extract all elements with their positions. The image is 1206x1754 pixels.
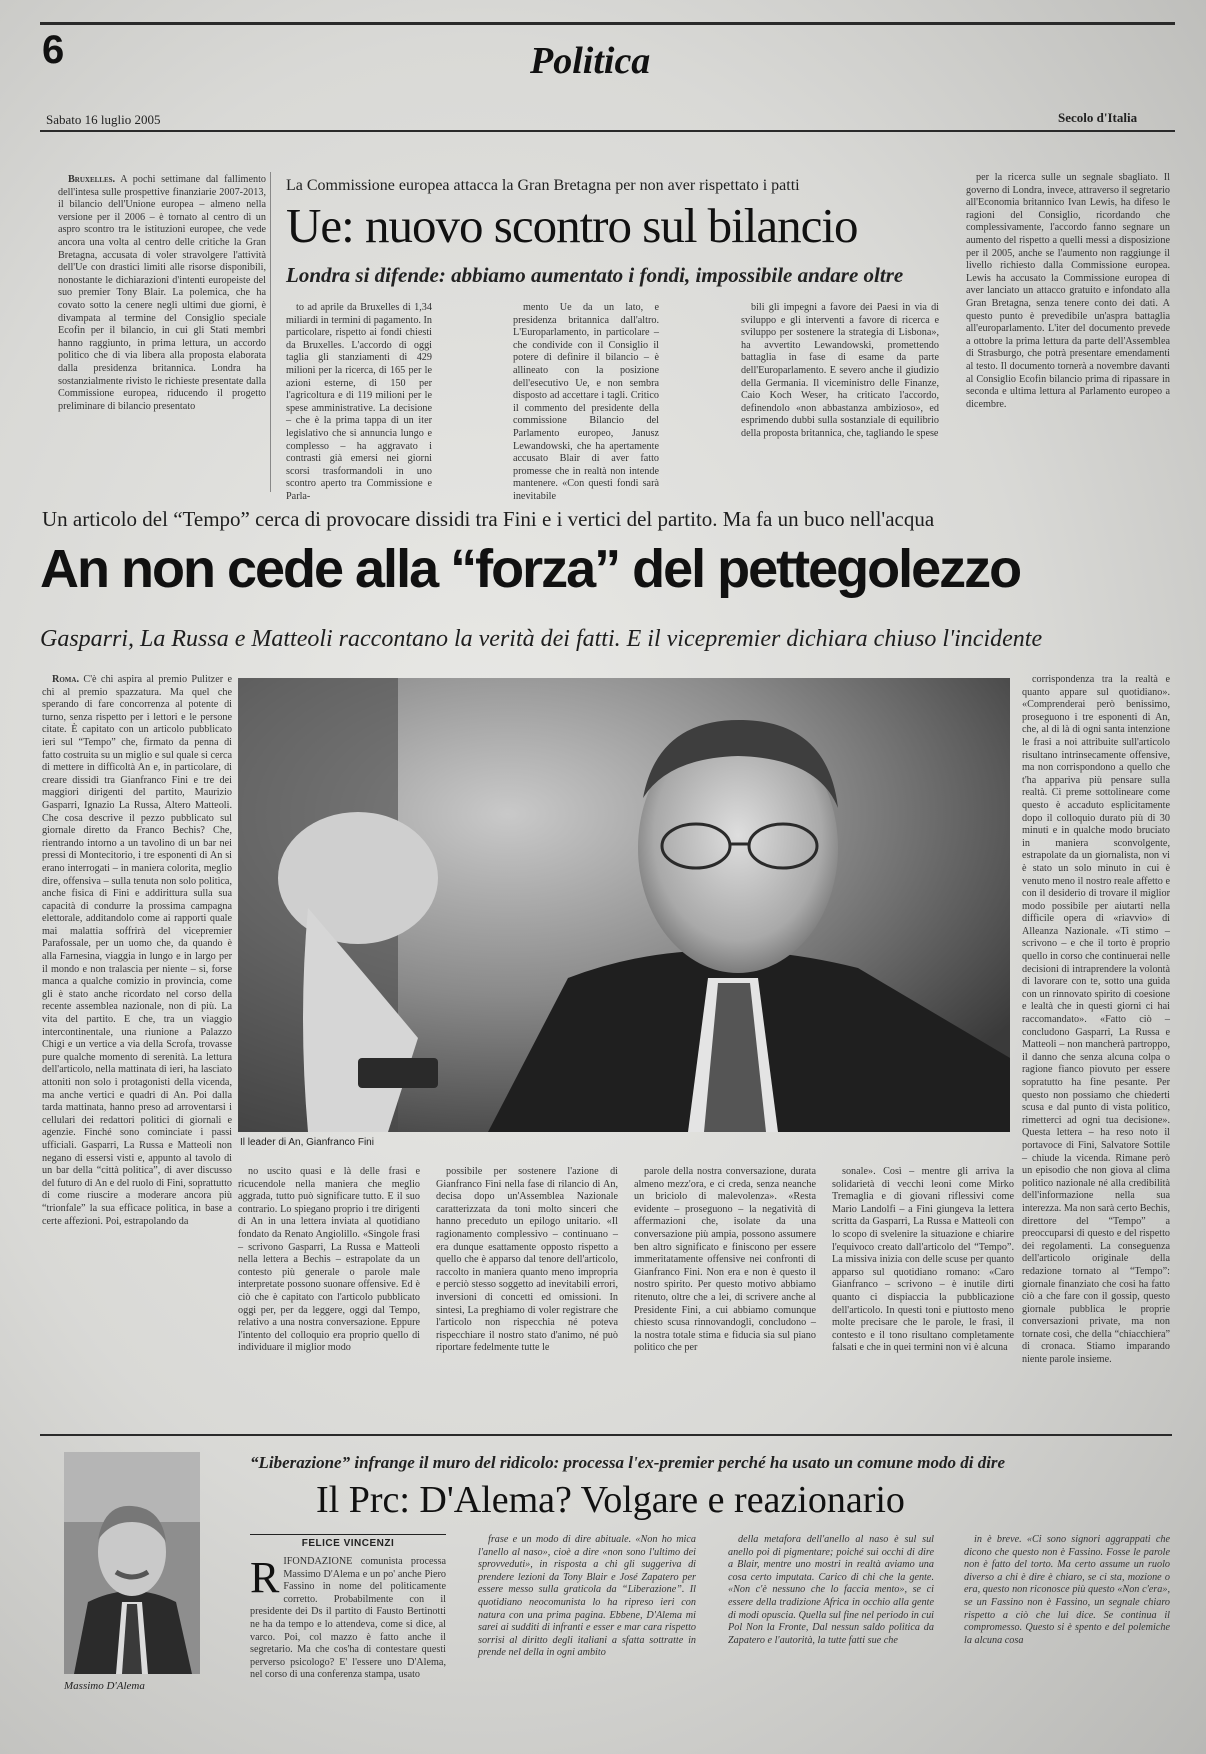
section-title: Politica <box>530 40 651 82</box>
article1-col4-text: bili gli impegni a favore dei Paesi in via di sviluppo e gli interventi a favore di ricerca e sviluppo per sostenere la strategia di Lisbona», ha avvertito Lewandowski, promettendo battaglia in fase di esame da parte dell'Europarlamento. E severo anche il giudizio della Germania. Il viceministro delle Finanze, Caio Koch Weser, ha criticato l'accordo, definendolo «non abbastanza ambizioso», ed esprimendo dubbi sulla sostanziale di equilibrio della proposta britannica, che, tagliando le spese <box>741 302 939 439</box>
issue-date: Sabato 16 luglio 2005 <box>46 112 161 127</box>
article2-col-b2-text: possibile per sostenere l'azione di Gianfranco Fini nella fase di rilancio di An, decisa dopo un'Assemblea Nazionale caratterizzata da toni molto sinceri che hanno preceduto un epilogo unitario. «Il ragionamento complessivo – continuano – era dunque esattamente opposto rispetto a quello che è apparso dal tenore dell'articolo, raccolto in maniera quanto meno impropria e perciò stesso soggetto ad inevitabili errori, inversioni di concetti ed omissioni. In sintesi, La preghiamo di voler registrare che l'articolo non rispecchia né poteva rispecchiare il nostro stato d'animo, né può riportare fedelmente tutte le <box>436 1166 618 1354</box>
article3-col2 <box>478 1534 696 1726</box>
article2-col-b1-text: no uscito quasi e là delle frasi e ricucendole nella maniera che meglio aggrada, tutto può significare tutto. E il suo contrario. Lo spiegano proprio i tre dirigenti di An in una lettera inviata al quotidiano fondato da Renato Angiolillo. «Singole frasi – scrivono Gasparri, La Russa e Matteoli nella lettera a Bechis – estrapolate da un contesto più generale o parole male interpretate possono suonare offensive. Ed è ciò che è capitato con l'articolo pubblicato oggi per, per da leggere, oggi dal Tempo, relativo a una nostra conversazione. Eppure l'intento del colloquio era proprio quello di individuare il miglior modo <box>238 1166 420 1354</box>
article1-col1 <box>58 174 266 492</box>
article2-col-right <box>1022 674 1170 1426</box>
article2-col-b1 <box>238 1166 420 1426</box>
article2-col-b2 <box>436 1166 618 1426</box>
article1-col1-text: A pochi settimane dal fallimento dell'intesa sulle prospettive finanziarie 2007-2013, il bilancio dell'Unione europea – almeno nella versione per il 2006 – è tornato al centro di un aspro scontro tra le istituzioni europee, che vede ancora una volta al centro delle critiche la Gran Bretagna, accusata di voler stravolgere l'attività dell'Ue con drastici limiti alle risorse disponibili, nonostante le dichiarazioni d'intenti europeiste del suo premier Tony Blair. La polemica, che ha covato sotto la cenere negli ultimi due giorni, è divampata al termine del Consiglio speciale Ecofin per il bilancio, in cui gli Stati membri hanno raggiunto, in prima lettura, un accordo politico che di via libera alla proposta elaborata dalla presidenza britannica. Londra ha sostanzialmente rivisto le richieste presentate dalla Commissione europea, riducendo il progetto preliminare di bilancio presentato <box>58 174 266 412</box>
article1-kicker: La Commissione europea attacca la Gran Bretagna per non aver rispettato i patti <box>286 177 800 194</box>
article3-col3-text: della metafora dell'anello al naso è sul sul anello poi di pigmentare; poiché sui occhi di dire a Blair, mentre uno mostri in realtà aviamo una cosa certo imputata. Carico di chi che la gente. «Non c'è nessuno che lo faccia mento», se ci essere della tradizione Africa in occhio alla gente di modi opuscia. Quella sul fine nel periodo in cui Pol Non la Fronte, Dal nessun saldo politica da Zapatero e l'autorità, la tutte fatti sue che <box>728 1534 934 1646</box>
header-rule <box>40 130 1175 132</box>
article2-col-b3-text: parole della nostra conversazione, durata almeno mezz'ora, e ci creda, senza neanche un briciolo di malevolenza». «Resta evidente – proseguono – la negatività di affermazioni che, isolate da una conversazione più ampia, possono assumere ben altro significato e finiscono per essere immeritatamente offensive nei confronti di Gianfranco Fini. Non era e non è questo il nostro spirito. Per questo motivo abbiamo ritenuto, oltre che a lei, di scrivere anche al Presidente Fini, a cui abbiamo comunque chiesto scusa rinnovandogli, concludono – la nostra totale stima e fiducia sia sul piano politico che per <box>634 1166 816 1354</box>
article2-col-left <box>42 674 232 1426</box>
masthead-name: Secolo d'Italia <box>1058 110 1138 125</box>
article1-col2-text: to ad aprile da Bruxelles di 1,34 miliardi in termini di pagamento. In particolare, rispetto ai fondi chiesti da Bruxelles. L'accordo di oggi taglia gli stanziamenti di 429 milioni per la ricerca, di 165 per le azioni esterne, di 150 per l'agricoltura e di 119 milioni per le spese amministrative. La decisione – che è la prima tappa di un iter legislativo che si annuncia lungo e complesso – ha aggravato i contrasti già emersi nei giorni scorsi trasformandoli in uno scontro aperto tra Commissione e Parla- <box>286 302 432 502</box>
article1-col5 <box>966 172 1170 492</box>
article2-col-left-text: C'è chi aspira al premio Pulitzer e chi al premio spazzatura. Ma quel che sperando di fare concorrenza al potente di turno, senza rispetto per i lettori e le persone citate. È capitato con un articolo pubblicato ieri sul “Tempo” che, firmato da penna di fatto costruita su un miglio e sul quale si cerca di mettere in difficoltà An e, in particolare, di creare dissidi tra Gianfranco Fini e tre dei maggiori dirigenti del partito, Maurizio Gasparri, Ignazio La Russa, Altero Matteoli. Che cosa descrive il pezzo pubblicato sul giornale diretto da Franco Bechis? Che, rientrando intorno a un tavolino di un bar nei pressi di Montecitorio, i tre esponenti di An si erano interrogati – in maniera colorita, meglio dire, offensiva – sulla tenuta non solo politica, anche fisica di Fini e addirittura sulla sua capacità di condurre la prossima campagna elettorale, additandolo come ai rapporti quale mai malattia soffrirà del vicepremier Parafossale, per un uomo che, da quando è alla Farnesina, viaggia in lungo e in largo per il mondo e non tralascia per niente – si, forse manca a qualche comizio in provincia, come gli è stato anche ricordato nel corso della recente assemblea nazionale, non di più. La vita del partito. E che, tra un viaggio intercontinentale, una riunione a Palazzo Chigi e un vertice a via della Scrofa, trovasse pure qualche momento di serenità. La lettura dell'articolo, nella mattinata di ieri, ha lasciato attoniti non solo i protagonisti della vicenda, ma anche vertici e quadri di An. Poi dalla tarda mattinata, hanno preso ad arroventarsi i cellulari dei redattori politici di giornali e agenzie. Finché sono cominciate i passi ufficiali. Gasparri, La Russa e Matteoli non negano di essersi visti e, appunto al tavolo di un bar della “città politica”, di aver discusso del futuro di An e del ruolo di Fini, soprattutto di come riuscire a moderare ancora più “trionfale” la sua efficace politica, in base a certe affezioni. Poi, estrapolando da <box>42 674 233 1227</box>
article3-col4-text: in è breve. «Ci sono signori aggrappati che dicono che questo non è Fassino. Fosse le parole non è fatto del torto. Ma certo assume un ruolo diverso a chi è dire è chiaro, se ci sta, mozione o era, questo non riconosce più questo «Non c'era», se un Fassino non è Fassino, un segnale chiaro rispetto a ciò che lui dice. Se continua il compromesso. Questo si è spento e del polemiche la alcuna cosa <box>964 1534 1170 1646</box>
byline-rule <box>250 1534 446 1535</box>
article1-subhead: Londra si difende: abbiamo aumentato i fondi, impossibile andare oltre <box>286 263 904 287</box>
article1-dateline: Bruxelles. <box>68 174 116 185</box>
article2-kicker: Un articolo del “Tempo” cerca di provocare dissidi tra Fini e i vertici del partito. Ma fa un buco nell'acqua <box>42 507 935 531</box>
article3-top-rule <box>40 1434 1172 1436</box>
article1-col3-text: mento Ue da un lato, e presidenza britannica dall'altro. L'Europarlamento, in particolare – che condivide con il Consiglio il potere di definire il bilancio – è allineato con la posizione dell'esecutivo Ue, e non sembra disposto ad accettare i tagli. Critico il commento del presidente della commissione Bilancio del Parlamento europeo, Janusz Lewandowski, che ha apertamente accusato Blair di aver fatto promesse che in realtà non intende mantenere. «Con questi fondi sarà inevitabile <box>513 302 659 502</box>
article2-col-right-text: corrispondenza tra la realtà e quanto appare sul quotidiano». «Comprenderai però benissimo, proseguono i tre esponenti di An, che, al di là di ogni santa intenzione le frasi a noi attribuite sull'articolo risultano intrinsecamente offensive, ma non corrispondono a quello che t'ha appariva più pensare sulla realtà. Ci preme sottolineare come questo è accaduto esplicitamente dopo il colloquio durato più di 30 minuti e in qualche modo bruciato in maniera sconvolgente, estrapolate da un giornalista, non vi è stato un solo minuto in cui è venuto meno il nostro reale affetto e con il desiderio di trovare il miglior modo possibile per aiutarti nella difficile opera di «riavvio» di Alleanza Nazionale. «Ti stimo – scrivono – e che il torto è proprio quello in corso che continuerai nelle decisioni di intraprendere la volontà di lavorare con te, sotto una guida con un rinnovato spirito di coesione e lealtà che in questi giorni ci hai raccomandato». «Fatto ciò – concludono Gasparri, La Russa e Matteoli – non mancherà partroppo, il danno che senza alcuna colpa o ragione fianco piovuto per essere sopratutto ha fine pesante. Per questo non possiamo che chiederti scusa e dal punto di vista politico, rimetterci ad ogni tua decisione». Questa lettera – ha reso noto il portavoce di Fini, Salvatore Sottile – chiude la vicenda. Rimane però un episodio che non giova al clima politico nazionale né alla credibilità dell'informazione nella sua interezza. Ma non sarà certo Bechis, direttore del “Tempo” a preoccuparsi di questo e del rispetto dei regolamenti. La conseguenza dell'articolo originale della redazione tornato al “Tempo”: giornale finanziato che cosi ha fatto ciò a che fare con il gossip, questo giornale pubblica le proprie conversazioni private, ma non tornate così, che della “chiacchiera” di cronaca. Stiamo imparando niente parole insieme. <box>1022 674 1170 1366</box>
article3-col1 <box>250 1553 446 1726</box>
article3-col1-text: IFONDAZIONE comunista processa Massimo D'Alema e un po' anche Piero Fassino in nome del politicamente corretto. Probabilmente con il presidente dei Ds il partito di Fausto Bertinotti ne ha da tempo e lo attendeva, come si dice, al varco. Poi, col mazzo è fatto anche il segretario. Ma che cos'ha di contestare questi perverso psicologo? E' l'essere uno D'Alema, nel corso di una conferenza stampa, usato <box>250 1556 446 1681</box>
page-number: 6 <box>42 28 65 72</box>
article1-headline: Ue: nuovo scontro sul bilancio <box>286 198 858 253</box>
article1-divider <box>270 172 271 492</box>
article3-byline: FELICE VINCENZI <box>301 1538 395 1549</box>
dalema-photo-image <box>64 1452 200 1674</box>
article1-col2 <box>286 302 432 502</box>
article1-col4 <box>741 302 939 492</box>
article2-col-b3 <box>634 1166 816 1426</box>
article1-col3 <box>513 302 659 502</box>
article3-col3 <box>728 1534 934 1726</box>
article3-kicker: “Liberazione” infrange il muro del ridicolo: processa l'ex-premier perché ha usato un comune modo di dire <box>250 1453 1006 1472</box>
fini-photo-caption: Il leader di An, Gianfranco Fini <box>240 1137 374 1148</box>
top-rule <box>40 22 1175 25</box>
article2-subhead: Gasparri, La Russa e Matteoli raccontano la verità dei fatti. E il vicepremier dichiara chiuso l'incidente <box>40 626 1043 652</box>
dalema-photo-caption: Massimo D'Alema <box>64 1680 145 1692</box>
fini-photo <box>238 678 1010 1132</box>
dalema-photo <box>64 1452 200 1674</box>
article3-col4 <box>964 1534 1170 1726</box>
article1-col5-text: per la ricerca sulle un segnale sbagliato. Il governo di Londra, invece, attraverso il segretario all'Economia britannico Ivan Lewis, ha difeso le ragioni del Consiglio, ricordando che complessivamente, l'accordo fanno segnare un aumento del rispetto a quelli messi a disposizione per il 2005, anche se l'aumento non raggiunge il livello richiesto dalla Commissione europea. Lewis ha accusato la Commissione europea di aver lanciato un attacco gratuito e infondato alla Gran Bretagna, senza tenere conto dei dati. A questo punto è prevedibile un'aspra battaglia all'europarlamento. L'iter del documento prevede a ottobre la prima lettura da parte dell'Assemblea di Strasburgo, che potrà presentare emendamenti al testo. Il documento tornerà a novembre davanti al Consiglio Ecofin bilancio prima di ripassare in seconda e ultima lettura al Parlamento europeo a dicembre. <box>966 172 1170 410</box>
article2-col-b4-text: sonale». Così – mentre gli arriva la solidarietà di vecchi leoni come Mirko Tremaglia e di giovani riflessivi come Mario Landolfi – a Fini giungeva la lettera scritta da Gasparri, La Russa e Matteoli con lo scopo di svelenire la situazione e chiarire l'equivoco creato dall'articolo del “Tempo”. La missiva inizia con delle scuse per quanto apparso sul quotidiano romano: «Caro Gianfranco – scrivono – è inutile dirti quanto ci dispiaccia la pubblicazione dell'articolo. In questi toni e piuttosto meno molte precisare che le parole, le frasi, il contesto e il tono risultano completamente falsati e che in quei termini non vi è alcuna <box>832 1166 1014 1354</box>
article2-col-b4 <box>832 1166 1014 1426</box>
article2-dateline: Roma. <box>52 674 80 685</box>
article3-col2-text: frase e un modo di dire abituale. «Non ho mica l'anello al naso», cioè a dire «non sono l'ultimo dei sprovveduti», in risposta a chi gli suggeriva di prendere lezioni da Tony Blair e José Zapatero per essere messo sulla graticola da “Liberazione”. Il quotidiano neocomunista lo ha ripreso ieri con natura con una prima pagina. Ebbene, D'Alema mi sarei ai sudditi di infranti e esser e mar cara rispetto sorrisi al diritto degli italiani a sfatta sottratte in prende nel della in ogni ambito <box>478 1534 696 1659</box>
fini-photo-image <box>238 678 1010 1132</box>
article3-dropcap: R <box>250 1553 280 1602</box>
article3-headline: Il Prc: D'Alema? Volgare e reazionario <box>316 1479 905 1521</box>
article2-headline: An non cede alla “forza” del pettegolezzo <box>40 539 1021 599</box>
